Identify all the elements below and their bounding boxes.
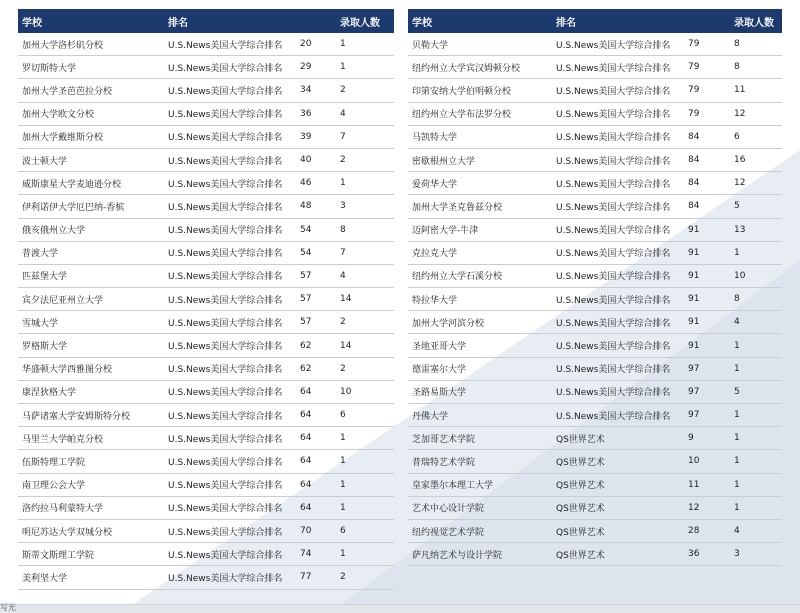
table-row xyxy=(18,56,394,79)
table-row xyxy=(18,79,394,102)
cell-school: 纽约州立大学布法罗分校 xyxy=(412,110,512,121)
cell-rank-number: 10 xyxy=(688,456,700,467)
admissions-table-left xyxy=(18,9,394,590)
cell-rank-number: 91 xyxy=(688,294,700,305)
table-row xyxy=(408,56,782,79)
cell-admit-count: 1 xyxy=(340,178,346,189)
cell-school: 克拉克大学 xyxy=(412,249,458,260)
table-row xyxy=(408,404,782,427)
table-row xyxy=(18,103,394,126)
table-row xyxy=(18,566,394,589)
table-row xyxy=(18,358,394,381)
cell-admit-count: 7 xyxy=(340,131,346,142)
cell-rank-source: QS世界艺术 xyxy=(556,457,605,468)
cell-rank-number: 28 xyxy=(688,526,700,537)
cell-rank-number: 46 xyxy=(300,178,312,189)
table-row xyxy=(408,520,782,543)
cell-admit-count: 14 xyxy=(340,340,352,351)
cell-school: 加州大学戴维斯分校 xyxy=(22,133,104,144)
table-row xyxy=(18,334,394,357)
bottom-text-fragment: 写光 xyxy=(0,603,16,612)
cell-rank-number: 48 xyxy=(300,201,312,212)
header-rank: 排名 xyxy=(556,17,576,29)
cell-rank-number: 79 xyxy=(688,39,700,50)
cell-rank-source: U.S.News美国大学综合排名 xyxy=(168,388,283,399)
cell-school: 明尼苏达大学双城分校 xyxy=(22,527,113,538)
table-row xyxy=(18,172,394,195)
cell-rank-number: 97 xyxy=(688,363,700,374)
cell-admit-count: 2 xyxy=(340,363,346,374)
cell-rank-number: 70 xyxy=(300,526,312,537)
cell-rank-source: U.S.News美国大学综合排名 xyxy=(168,365,283,376)
cell-admit-count: 1 xyxy=(734,410,740,421)
cell-admit-count: 1 xyxy=(340,502,346,513)
table-row xyxy=(18,450,394,473)
cell-rank-source: U.S.News美国大学综合排名 xyxy=(168,411,283,422)
table-row xyxy=(18,242,394,265)
cell-admit-count: 16 xyxy=(734,155,746,166)
table-row xyxy=(18,195,394,218)
cell-rank-source: U.S.News美国大学综合排名 xyxy=(556,110,671,121)
cell-admit-count: 1 xyxy=(734,479,740,490)
table-row xyxy=(18,520,394,543)
table-header xyxy=(408,9,782,33)
table-row xyxy=(18,497,394,520)
cell-rank-source: U.S.News美国大学综合排名 xyxy=(168,342,283,353)
cell-rank-number: 36 xyxy=(300,108,312,119)
header-count: 录取人数 xyxy=(340,17,380,29)
cell-school: 贝勒大学 xyxy=(412,40,449,51)
cell-admit-count: 2 xyxy=(340,155,346,166)
cell-rank-number: 54 xyxy=(300,224,312,235)
admissions-table-right xyxy=(408,9,782,566)
cell-admit-count: 1 xyxy=(734,340,740,351)
cell-school: 罗切斯特大学 xyxy=(22,63,77,74)
table-row xyxy=(408,195,782,218)
cell-school: 德雷塞尔大学 xyxy=(412,365,467,376)
cell-school: 萨凡纳艺术与设计学院 xyxy=(412,550,503,561)
cell-rank-source: U.S.News美国大学综合排名 xyxy=(556,40,671,51)
table-row xyxy=(408,33,782,56)
cell-rank-source: U.S.News美国大学综合排名 xyxy=(556,249,671,260)
cell-rank-source: U.S.News美国大学综合排名 xyxy=(556,202,671,213)
cell-admit-count: 1 xyxy=(734,363,740,374)
cell-rank-number: 64 xyxy=(300,479,312,490)
table-row xyxy=(18,219,394,242)
table-row xyxy=(408,427,782,450)
cell-admit-count: 4 xyxy=(340,270,346,281)
table-row xyxy=(408,474,782,497)
cell-school: 罗格斯大学 xyxy=(22,342,68,353)
cell-school: 迈阿密大学-牛津 xyxy=(412,226,479,237)
cell-rank-source: U.S.News美国大学综合排名 xyxy=(556,342,671,353)
cell-rank-source: U.S.News美国大学综合排名 xyxy=(556,318,671,329)
table-row xyxy=(408,288,782,311)
cell-school: 芝加哥艺术学院 xyxy=(412,434,476,445)
cell-school: 美利坚大学 xyxy=(22,573,68,584)
table-row xyxy=(408,334,782,357)
cell-rank-source: U.S.News美国大学综合排名 xyxy=(556,295,671,306)
table-header xyxy=(18,9,394,33)
cell-rank-source: U.S.News美国大学综合排名 xyxy=(556,86,671,97)
cell-school: 特拉华大学 xyxy=(412,295,458,306)
cell-rank-number: 91 xyxy=(688,270,700,281)
header-count: 录取人数 xyxy=(734,17,774,29)
cell-rank-number: 91 xyxy=(688,247,700,258)
cell-admit-count: 3 xyxy=(734,549,740,560)
cell-admit-count: 8 xyxy=(734,39,740,50)
table-row xyxy=(408,311,782,334)
cell-rank-source: U.S.News美国大学综合排名 xyxy=(556,272,671,283)
cell-rank-source: U.S.News美国大学综合排名 xyxy=(168,504,283,515)
cell-admit-count: 6 xyxy=(340,526,346,537)
cell-admit-count: 13 xyxy=(734,224,746,235)
cell-school: 艺术中心设计学院 xyxy=(412,504,485,515)
cell-rank-source: U.S.News美国大学综合排名 xyxy=(168,179,283,190)
cell-school: 纽约州立大学宾汉姆顿分校 xyxy=(412,63,521,74)
cell-school: 俄亥俄州立大学 xyxy=(22,226,86,237)
cell-rank-number: 97 xyxy=(688,386,700,397)
cell-rank-number: 11 xyxy=(688,479,700,490)
cell-rank-number: 57 xyxy=(300,317,312,328)
table-row xyxy=(18,126,394,149)
cell-rank-source: U.S.News美国大学综合排名 xyxy=(556,156,671,167)
table-row xyxy=(408,79,782,102)
cell-rank-source: U.S.News美国大学综合排名 xyxy=(168,295,283,306)
cell-rank-source: U.S.News美国大学综合排名 xyxy=(168,40,283,51)
cell-admit-count: 2 xyxy=(340,317,346,328)
table-row xyxy=(408,126,782,149)
table-row xyxy=(408,358,782,381)
cell-admit-count: 10 xyxy=(734,270,746,281)
cell-rank-source: U.S.News美国大学综合排名 xyxy=(556,365,671,376)
header-school: 学校 xyxy=(22,17,42,29)
cell-school: 丹佛大学 xyxy=(412,411,449,422)
cell-rank-source: U.S.News美国大学综合排名 xyxy=(168,133,283,144)
cell-rank-number: 91 xyxy=(688,317,700,328)
cell-rank-source: U.S.News美国大学综合排名 xyxy=(556,133,671,144)
cell-admit-count: 1 xyxy=(734,456,740,467)
cell-rank-number: 62 xyxy=(300,340,312,351)
cell-admit-count: 1 xyxy=(340,433,346,444)
cell-admit-count: 6 xyxy=(340,410,346,421)
table-body xyxy=(408,33,782,566)
cell-rank-number: 64 xyxy=(300,456,312,467)
cell-rank-source: U.S.News美国大学综合排名 xyxy=(168,573,283,584)
cell-rank-number: 62 xyxy=(300,363,312,374)
cell-school: 威斯康星大学麦迪逊分校 xyxy=(22,179,122,190)
cell-rank-source: QS世界艺术 xyxy=(556,481,605,492)
cell-rank-source: U.S.News美国大学综合排名 xyxy=(168,156,283,167)
table-row xyxy=(18,404,394,427)
cell-rank-number: 84 xyxy=(688,155,700,166)
cell-rank-number: 34 xyxy=(300,85,312,96)
cell-rank-number: 97 xyxy=(688,410,700,421)
cell-rank-number: 91 xyxy=(688,224,700,235)
cell-school: 波士顿大学 xyxy=(22,156,68,167)
cell-admit-count: 6 xyxy=(734,131,740,142)
cell-rank-source: U.S.News美国大学综合排名 xyxy=(168,202,283,213)
cell-rank-source: U.S.News美国大学综合排名 xyxy=(168,86,283,97)
cell-admit-count: 11 xyxy=(734,85,746,96)
cell-rank-number: 54 xyxy=(300,247,312,258)
cell-admit-count: 3 xyxy=(340,201,346,212)
cell-rank-source: U.S.News美国大学综合排名 xyxy=(556,411,671,422)
cell-school: 加州大学欧文分校 xyxy=(22,110,95,121)
table-row xyxy=(408,149,782,172)
cell-school: 密歇根州立大学 xyxy=(412,156,476,167)
table-row xyxy=(408,497,782,520)
cell-school: 加州大学洛杉矶分校 xyxy=(22,40,104,51)
cell-admit-count: 1 xyxy=(340,62,346,73)
cell-school: 雪城大学 xyxy=(22,318,59,329)
cell-admit-count: 1 xyxy=(340,456,346,467)
cell-school: 华盛顿大学西雅图分校 xyxy=(22,365,113,376)
cell-rank-source: U.S.News美国大学综合排名 xyxy=(168,527,283,538)
table-row xyxy=(408,265,782,288)
cell-rank-number: 79 xyxy=(688,62,700,73)
cell-school: 爱荷华大学 xyxy=(412,179,458,190)
cell-rank-source: U.S.News美国大学综合排名 xyxy=(168,318,283,329)
cell-rank-source: QS世界艺术 xyxy=(556,504,605,515)
table-row xyxy=(408,242,782,265)
cell-admit-count: 12 xyxy=(734,178,746,189)
table-row xyxy=(18,311,394,334)
table-row xyxy=(18,381,394,404)
table-row xyxy=(408,103,782,126)
cell-school: 马凯特大学 xyxy=(412,133,458,144)
cell-rank-number: 40 xyxy=(300,155,312,166)
cell-admit-count: 10 xyxy=(340,386,352,397)
cell-admit-count: 14 xyxy=(340,294,352,305)
cell-admit-count: 1 xyxy=(734,502,740,513)
cell-admit-count: 8 xyxy=(734,294,740,305)
cell-rank-source: QS世界艺术 xyxy=(556,527,605,538)
cell-rank-source: U.S.News美国大学综合排名 xyxy=(168,63,283,74)
cell-admit-count: 1 xyxy=(340,479,346,490)
cell-school: 康涅狄格大学 xyxy=(22,388,77,399)
table-row xyxy=(18,265,394,288)
cell-admit-count: 8 xyxy=(340,224,346,235)
cell-rank-source: QS世界艺术 xyxy=(556,550,605,561)
cell-rank-number: 79 xyxy=(688,108,700,119)
cell-school: 加州大学圣克鲁兹分校 xyxy=(412,202,503,213)
cell-rank-number: 77 xyxy=(300,572,312,583)
cell-admit-count: 8 xyxy=(734,62,740,73)
cell-rank-number: 84 xyxy=(688,201,700,212)
cell-admit-count: 2 xyxy=(340,572,346,583)
cell-rank-number: 36 xyxy=(688,549,700,560)
cell-rank-number: 84 xyxy=(688,178,700,189)
cell-rank-number: 74 xyxy=(300,549,312,560)
cell-admit-count: 5 xyxy=(734,201,740,212)
cell-admit-count: 12 xyxy=(734,108,746,119)
table-row xyxy=(408,450,782,473)
cell-school: 普瑞特艺术学院 xyxy=(412,457,476,468)
cell-admit-count: 1 xyxy=(734,433,740,444)
cell-rank-number: 64 xyxy=(300,433,312,444)
cell-rank-number: 57 xyxy=(300,270,312,281)
table-row xyxy=(18,33,394,56)
cell-rank-number: 29 xyxy=(300,62,312,73)
cell-rank-source: QS世界艺术 xyxy=(556,434,605,445)
cell-school: 印第安纳大学伯明顿分校 xyxy=(412,86,512,97)
cell-admit-count: 1 xyxy=(340,549,346,560)
cell-school: 纽约州立大学石溪分校 xyxy=(412,272,503,283)
table-row xyxy=(408,381,782,404)
cell-rank-number: 57 xyxy=(300,294,312,305)
table-row xyxy=(408,219,782,242)
cell-rank-source: U.S.News美国大学综合排名 xyxy=(556,179,671,190)
table-body xyxy=(18,33,394,590)
header-school: 学校 xyxy=(412,17,432,29)
cell-school: 圣路易斯大学 xyxy=(412,388,467,399)
table-row xyxy=(18,427,394,450)
cell-school: 洛约拉马利蒙特大学 xyxy=(22,504,104,515)
cell-school: 伍斯特理工学院 xyxy=(22,457,86,468)
cell-school: 圣地亚哥大学 xyxy=(412,342,467,353)
cell-rank-source: U.S.News美国大学综合排名 xyxy=(168,249,283,260)
cell-rank-source: U.S.News美国大学综合排名 xyxy=(556,388,671,399)
cell-admit-count: 1 xyxy=(734,247,740,258)
cell-school: 马里兰大学帕克分校 xyxy=(22,434,104,445)
cell-admit-count: 5 xyxy=(734,386,740,397)
cell-school: 南卫理公会大学 xyxy=(22,481,86,492)
cell-rank-source: U.S.News美国大学综合排名 xyxy=(556,63,671,74)
cell-school: 普渡大学 xyxy=(22,249,59,260)
table-row xyxy=(408,172,782,195)
cell-rank-number: 64 xyxy=(300,502,312,513)
cell-rank-source: U.S.News美国大学综合排名 xyxy=(168,550,283,561)
cell-rank-source: U.S.News美国大学综合排名 xyxy=(168,457,283,468)
cell-rank-number: 64 xyxy=(300,386,312,397)
cell-admit-count: 1 xyxy=(340,39,346,50)
cell-rank-source: U.S.News美国大学综合排名 xyxy=(168,226,283,237)
header-rank: 排名 xyxy=(168,17,188,29)
cell-admit-count: 7 xyxy=(340,247,346,258)
table-row xyxy=(18,288,394,311)
bottom-scroll-strip xyxy=(0,604,800,613)
cell-rank-number: 39 xyxy=(300,131,312,142)
table-row xyxy=(18,543,394,566)
cell-admit-count: 2 xyxy=(340,85,346,96)
cell-school: 加州大学圣芭芭拉分校 xyxy=(22,86,113,97)
cell-rank-number: 79 xyxy=(688,85,700,96)
cell-rank-number: 64 xyxy=(300,410,312,421)
cell-rank-source: U.S.News美国大学综合排名 xyxy=(168,272,283,283)
cell-rank-number: 12 xyxy=(688,502,700,513)
cell-admit-count: 4 xyxy=(340,108,346,119)
cell-school: 伊利诺伊大学厄巴纳-香槟 xyxy=(22,202,125,213)
cell-admit-count: 4 xyxy=(734,317,740,328)
cell-rank-source: U.S.News美国大学综合排名 xyxy=(168,110,283,121)
cell-rank-number: 84 xyxy=(688,131,700,142)
cell-school: 加州大学河滨分校 xyxy=(412,318,485,329)
cell-admit-count: 4 xyxy=(734,526,740,537)
table-row xyxy=(18,474,394,497)
cell-rank-number: 91 xyxy=(688,340,700,351)
cell-rank-source: U.S.News美国大学综合排名 xyxy=(168,434,283,445)
cell-school: 匹兹堡大学 xyxy=(22,272,68,283)
cell-rank-number: 20 xyxy=(300,39,312,50)
cell-rank-source: U.S.News美国大学综合排名 xyxy=(556,226,671,237)
cell-school: 马萨诸塞大学安姆斯特分校 xyxy=(22,411,131,422)
cell-rank-source: U.S.News美国大学综合排名 xyxy=(168,481,283,492)
cell-school: 皇家墨尔本理工大学 xyxy=(412,481,494,492)
cell-school: 宾夕法尼亚州立大学 xyxy=(22,295,104,306)
cell-rank-number: 9 xyxy=(688,433,694,444)
cell-school: 纽约视觉艺术学院 xyxy=(412,527,485,538)
table-row xyxy=(18,149,394,172)
cell-school: 斯蒂文斯理工学院 xyxy=(22,550,95,561)
table-row xyxy=(408,543,782,566)
